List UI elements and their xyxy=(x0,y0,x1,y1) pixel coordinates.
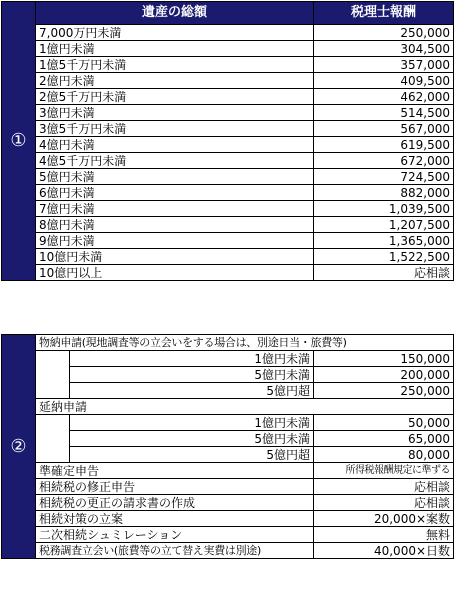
asset-label: 7,000万円未満 xyxy=(36,25,314,41)
fee-value: 462,000 xyxy=(314,89,454,105)
fee-value: 1,039,500 xyxy=(314,201,454,217)
service-label: 相続税の更正の請求書の作成 xyxy=(36,495,314,511)
asset-label: 1億円未満 xyxy=(36,41,314,57)
service-value: 20,000×案数 xyxy=(314,511,454,527)
table-row xyxy=(2,121,454,137)
service-label: 二次相続シュミレーション xyxy=(36,527,314,543)
asset-label: 4億5千万円未満 xyxy=(36,153,314,169)
bukkou-label: 1億円未満 xyxy=(70,351,314,367)
table-row xyxy=(2,415,454,431)
asset-label: 3億円未満 xyxy=(36,105,314,121)
fee-value: 1,365,000 xyxy=(314,233,454,249)
table-row xyxy=(2,89,454,105)
fee-value: 672,000 xyxy=(314,153,454,169)
fee-value: 304,500 xyxy=(314,41,454,57)
bukkou-label: 5億円超 xyxy=(70,383,314,399)
table-row xyxy=(2,105,454,121)
fee-value: 724,500 xyxy=(314,169,454,185)
table-row xyxy=(2,25,454,41)
table-row xyxy=(2,447,454,463)
header-fee: 税理士報酬 xyxy=(314,2,454,25)
asset-label: 2億円未満 xyxy=(36,73,314,89)
fee-value: 357,000 xyxy=(314,57,454,73)
table-row xyxy=(2,463,454,479)
ennou-label: 1億円未満 xyxy=(70,415,314,431)
table-row xyxy=(2,511,454,527)
bukkou-value: 150,000 xyxy=(314,351,454,367)
ennou-label: 5億円超 xyxy=(70,447,314,463)
asset-label: 6億円未満 xyxy=(36,185,314,201)
asset-label: 5億円未満 xyxy=(36,169,314,185)
asset-label: 10億円以上 xyxy=(36,265,314,281)
table-row xyxy=(2,479,454,495)
asset-label: 4億円未満 xyxy=(36,137,314,153)
indent-cell xyxy=(36,351,70,399)
fee-value: 882,000 xyxy=(314,185,454,201)
service-value: 無料 xyxy=(314,527,454,543)
indent-cell xyxy=(36,415,70,463)
service-value: 40,000×日数 xyxy=(314,543,454,559)
table-row xyxy=(2,543,454,559)
table-row xyxy=(2,495,454,511)
table-row xyxy=(2,351,454,367)
bukkou-value: 250,000 xyxy=(314,383,454,399)
fee-value: 409,500 xyxy=(314,73,454,89)
table-row xyxy=(2,217,454,233)
ennou-value: 50,000 xyxy=(314,415,454,431)
table-row xyxy=(2,383,454,399)
bukkou-label: 5億円未満 xyxy=(70,367,314,383)
table-row xyxy=(2,527,454,543)
ennou-value: 65,000 xyxy=(314,431,454,447)
service-value: 応相談 xyxy=(314,495,454,511)
fee-value: 1,207,500 xyxy=(314,217,454,233)
header-asset-total: 遺産の総額 xyxy=(36,2,314,25)
asset-label: 2億5千万円未満 xyxy=(36,89,314,105)
table-row xyxy=(2,233,454,249)
asset-label: 3億5千万円未満 xyxy=(36,121,314,137)
asset-label: 10億円未満 xyxy=(36,249,314,265)
fee-table-1 xyxy=(1,1,454,281)
bukkou-title: 物納申請(現地調査等の立会いをする場合は、別途日当・旅費等) xyxy=(36,335,454,351)
table-row xyxy=(2,41,454,57)
asset-label: 7億円未満 xyxy=(36,201,314,217)
fee-value: 514,500 xyxy=(314,105,454,121)
fee-value: 619,500 xyxy=(314,137,454,153)
service-value: 所得税報酬規定に準ずる xyxy=(314,463,454,479)
table-row xyxy=(2,137,454,153)
table-row xyxy=(2,153,454,169)
service-label: 相続税の修正申告 xyxy=(36,479,314,495)
fee-value: 250,000 xyxy=(314,25,454,41)
fee-value: 567,000 xyxy=(314,121,454,137)
section-2-marker: ② xyxy=(2,335,36,559)
table-row xyxy=(2,249,454,265)
service-label: 準確定申告 xyxy=(36,463,314,479)
service-label: 相続対策の立案 xyxy=(36,511,314,527)
table-row xyxy=(2,431,454,447)
asset-label: 1億5千万円未満 xyxy=(36,57,314,73)
service-label: 税務調査立会い(旅費等の立て替え実費は別途) xyxy=(36,543,314,559)
table-row xyxy=(2,185,454,201)
table-row xyxy=(2,57,454,73)
section-1-marker: ① xyxy=(2,2,36,281)
bukkou-value: 200,000 xyxy=(314,367,454,383)
fee-value: 応相談 xyxy=(314,265,454,281)
asset-label: 9億円未満 xyxy=(36,233,314,249)
asset-label: 8億円未満 xyxy=(36,217,314,233)
table-row xyxy=(2,265,454,281)
fee-value: 1,522,500 xyxy=(314,249,454,265)
fee-table-2 xyxy=(1,334,454,559)
ennou-title: 延納申請 xyxy=(36,399,454,415)
table-row xyxy=(2,169,454,185)
ennou-label: 5億円未満 xyxy=(70,431,314,447)
table-row xyxy=(2,367,454,383)
table-row xyxy=(2,73,454,89)
ennou-value: 80,000 xyxy=(314,447,454,463)
table-row xyxy=(2,201,454,217)
service-value: 応相談 xyxy=(314,479,454,495)
